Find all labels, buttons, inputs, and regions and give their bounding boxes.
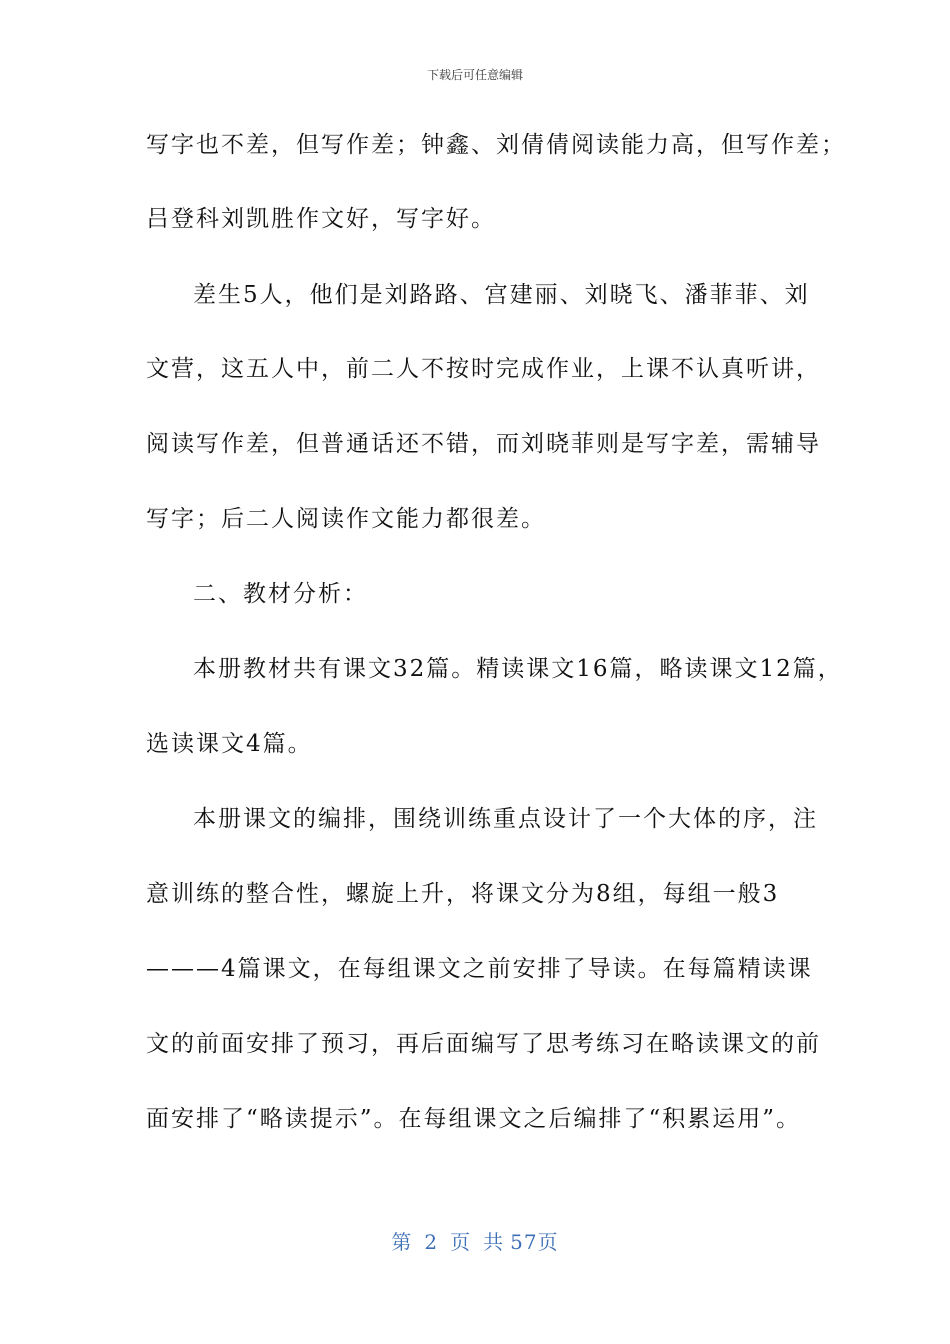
current-page-number: 2	[424, 1230, 439, 1254]
header-note: 下载后可任意编辑	[426, 68, 523, 82]
body-line: 面安排了“略读提示”。在每组课文之后编排了“积累运用”。	[146, 1106, 802, 1132]
footer-prefix: 第	[391, 1230, 413, 1254]
body-line: 写字也不差，但写作差；钟鑫、刘倩倩阅读能力高，但写作差；	[146, 132, 846, 158]
body-line: 文营，这五人中，前二人不按时完成作业，上课不认真听讲，	[146, 356, 821, 382]
body-line: 本册教材共有课文32篇。精读课文16篇，略读课文12篇，	[193, 656, 843, 682]
body-line: 差生5人，他们是刘路路、宫建丽、刘晓飞、潘菲菲、刘	[193, 282, 810, 308]
body-line: 意训练的整合性，螺旋上升，将课文分为8组，每组一般3	[146, 881, 780, 907]
total-pages: 57页	[510, 1230, 559, 1254]
section-heading: 二、教材分析：	[193, 581, 368, 607]
body-line: 吕登科刘凯胜作文好，写字好。	[146, 206, 496, 232]
body-line: 选读课文4篇。	[146, 731, 313, 757]
footer-total-prefix: 共	[483, 1230, 505, 1254]
page-footer	[0, 1226, 950, 1255]
body-line: 阅读写作差，但普通话还不错，而刘晓菲则是写字差，需辅导	[146, 431, 821, 457]
footer-page-word: 页	[450, 1230, 472, 1254]
body-line: 写字；后二人阅读作文能力都很差。	[146, 506, 546, 532]
body-line: 文的前面安排了预习，再后面编写了思考练习在略读课文的前	[146, 1031, 821, 1057]
body-line: ———4篇课文，在每组课文之前安排了导读。在每篇精读课	[146, 956, 813, 982]
body-line: 本册课文的编排，围绕训练重点设计了一个大体的序，注	[193, 806, 818, 832]
